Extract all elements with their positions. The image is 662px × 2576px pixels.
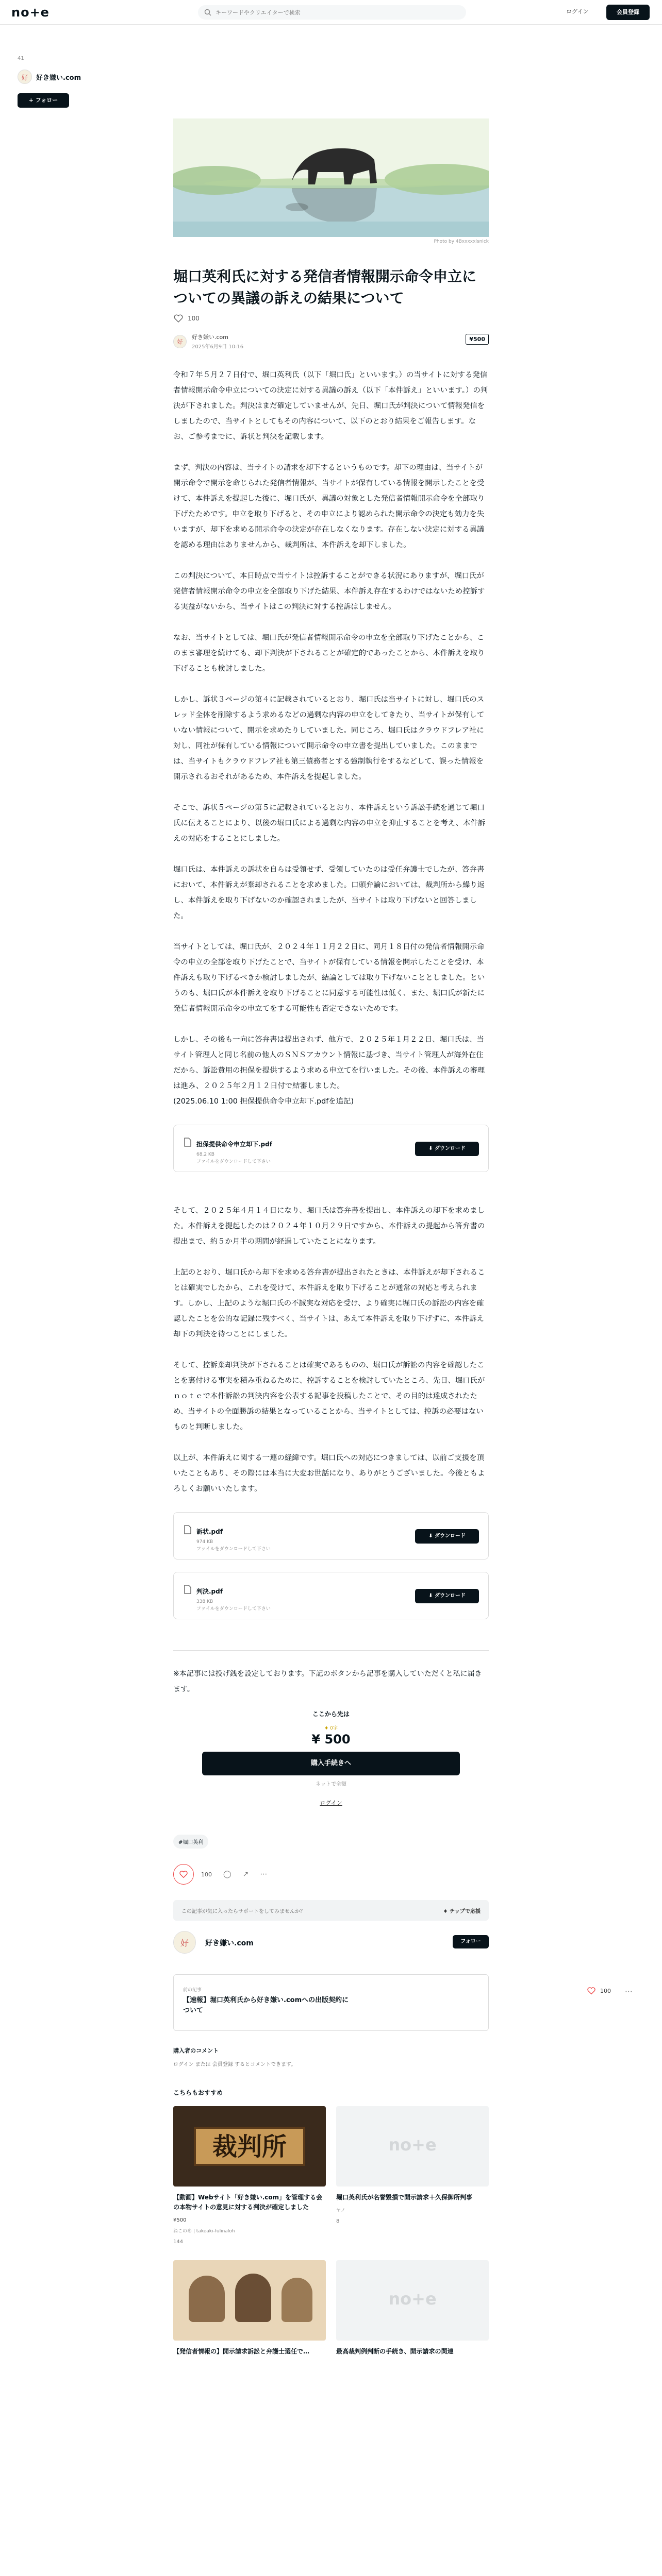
- tip-button[interactable]: ♦ チップで応援: [443, 1909, 481, 1914]
- recommend-title[interactable]: 【発信者情報の】開示請求訴訟と弁護士選任で…: [173, 2348, 310, 2355]
- floating-like-count: 100: [600, 1987, 611, 1994]
- floating-like[interactable]: [587, 1986, 611, 1995]
- file-size: 68.2 KB: [196, 1152, 214, 1157]
- recommend-price: ¥500: [173, 2217, 187, 2223]
- recommend-title[interactable]: 堀口英利氏が名誉毀損で開示請求＋久保御所判事: [336, 2194, 473, 2201]
- file-note: ファイルをダウンロードして下さい: [196, 1606, 271, 1612]
- paragraph: そして、２０２５年４月１４日になり、堀口氏は答弁書を提出し、本件訴えの却下を求めました。本件訴えを提起したのは２０２４年１０月２９日ですから、本件訴えの提起から答弁書の提出まで、約５か月半の期間が経過していたことになります。: [173, 1207, 485, 1246]
- recommend-card[interactable]: [336, 2260, 489, 2357]
- paragraph: (2025.06.10 1:00 担保提供命令申立却下.pdfを追記): [173, 1097, 354, 1106]
- recommend-card[interactable]: [336, 2106, 489, 2245]
- paragraph: 堀口氏は、本件訴えの訴状を自らは受領せず、受領していたのは受任弁護士でしたが、答弁書において、本件訴えが棄却されることを求めました。口頭弁論においては、裁判所から繰り返し、本件訴えを取り下げないのか確認されましたが、当サイトは取り下げないと回答しました。: [173, 866, 485, 920]
- search-icon: [204, 9, 211, 16]
- paragraph: しかし、訴状３ページの第４に記載されているとおり、堀口氏は当サイトに対し、堀口氏のスレッド全体を削除するよう求めるなどの過剰な内容の申立をしてきたり、当サイトが保有していない情報について、開示を求めたりしていました。同じころ、堀口氏はクラウドフレア社に対し、同社が保有している情報について開示命令の申立書を提出していました。このままでは、当サイトもクラウドフレア社も第三債務者とする強制執行をするなどして、誤った情報を開示されるおそれがあるため、本件訴えを提起しました。: [173, 696, 485, 781]
- purchase-button[interactable]: 購入手続きへ: [202, 1752, 460, 1775]
- price-badge: ¥500: [466, 334, 489, 345]
- file-attachment: [173, 1512, 489, 1560]
- tapir-illustration: [173, 118, 489, 237]
- note-logo[interactable]: no+e: [11, 5, 49, 20]
- author-meta: [173, 333, 489, 350]
- hashtag-chip[interactable]: #堀口英利: [173, 1835, 208, 1849]
- download-button[interactable]: ⬇ ダウンロード: [415, 1529, 479, 1544]
- author-avatar[interactable]: 好: [173, 335, 187, 348]
- download-button[interactable]: ⬇ ダウンロード: [415, 1589, 479, 1603]
- recommend-thumbnail[interactable]: [173, 2260, 326, 2341]
- like-button[interactable]: [173, 1864, 194, 1885]
- previous-label: 前の記事: [183, 1988, 202, 1993]
- author-card-follow-button[interactable]: フォロー: [453, 1935, 489, 1948]
- floating-share-icon[interactable]: ⋯: [625, 1987, 633, 1996]
- comments-note: ログイン または 会員登録 するとコメントできます。: [173, 2062, 296, 2067]
- file-attachment: [173, 1125, 489, 1172]
- paragraph: しかし、その後も一向に答弁書は提出されず、他方で、２０２５年１月２２日、堀口氏は、当サイト管理人と同じ名前の他人のＳＮＳアカウント情報に基づき、当サイト管理人が海外在住だから、訴訟費用の担保を提供するよう求める申立てを行いました。その後、本件訴えの審理は進み、２０２５年２月１２日付で結審しました。: [173, 1036, 485, 1090]
- recommend-thumbnail[interactable]: 裁判所: [173, 2106, 326, 2187]
- file-note: ファイルをダウンロードして下さい: [196, 1159, 271, 1164]
- payment-info: ネットで全額: [316, 1782, 346, 1787]
- comments-heading: 購入者のコメント: [173, 2047, 219, 2054]
- recommend-title[interactable]: 最高裁判例判断の手続き、開示請求の関連: [336, 2348, 454, 2355]
- action-row: [173, 1864, 489, 1885]
- recommend-likes: 144: [173, 2239, 184, 2245]
- file-name: 訴状.pdf: [196, 1528, 223, 1535]
- paywall-box: [173, 1709, 489, 1807]
- follow-button[interactable]: + フォロー: [18, 93, 69, 108]
- file-name: 判決.pdf: [196, 1588, 223, 1595]
- paywall-login-link[interactable]: ログイン: [320, 1800, 342, 1806]
- login-link[interactable]: ログイン: [566, 8, 589, 15]
- comment-icon[interactable]: ◯: [223, 1870, 231, 1878]
- paragraph: まず、判決の内容は、当サイトの請求を却下するというものです。却下の理由は、当サイトが開示命令で開示を命じられた発信者情報が、当サイトが保有している情報を開示したことを受けて、本件訴えを提起した後に、堀口氏が、異議の対象とした発信者情報開示命令を全部取り下げたためです。申立を取り下げると、その申立により認められた開示命令の決定も効力を失いますが、却下を求める開示命令の決定が存在しなくなります。存在しない決定に対する異議を認める理由はありませんから、裁判所は、本件訴えを却下しました。: [173, 464, 485, 549]
- previous-article-card[interactable]: [173, 1974, 489, 2031]
- article-body: [173, 367, 489, 1619]
- file-note: ファイルをダウンロードして下さい: [196, 1547, 271, 1552]
- heart-icon: [179, 1870, 188, 1879]
- recommend-likes: 8: [336, 2218, 340, 2224]
- author-card: [173, 1931, 489, 1962]
- divider: [173, 1650, 489, 1651]
- paragraph: そして、控訴棄却判決が下されることは確実であるものの、堀口氏が訴訟の内容を確認したことを裏付ける事実を積み重ねるために、控訴することを検討していたところ、先日、堀口氏がｎｏｔｅで本件訴訟の判決内容を公表する記事を投稿したことで、その目的は達成されたため、当サイトの全面勝訴の結果となっていることから、当サイトとしては、控訴の必要はないものと判断しました。: [173, 1361, 485, 1431]
- recommend-author[interactable]: ヤノ: [336, 2208, 345, 2213]
- site-header: [0, 0, 662, 25]
- file-attachment: [173, 1572, 489, 1619]
- recommend-author[interactable]: ねこのめ | takeaki-fulinaloh: [173, 2229, 235, 2234]
- recommend-card[interactable]: [173, 2260, 326, 2357]
- support-text: この記事が気に入ったらサポートをしてみませんか？: [181, 1909, 305, 1914]
- creator-avatar[interactable]: 好: [18, 70, 32, 84]
- creator-name[interactable]: 好き嫌い.com: [36, 74, 81, 82]
- paragraph: 令和７年５月２７日付で、堀口英利氏（以下「堀口氏」といいます。）の当サイトに対する発信者情報開示命令申立についての決定に対する異議の訴え（以下「本件訴え」といいます。）の判決が下されました。判決はまだ確定していませんが、先日、堀口氏が判決について情報発信をしましたので、当サイトとしてもその内容について、以下のとおり結果をご報告します。なお、ご参考までに、訴状と判決を記載します。: [173, 371, 488, 441]
- paragraph: そこで、訴状５ページの第５に記載されているとおり、本件訴えという訴訟手続を通じて堀口氏に伝えることにより、以後の堀口氏による過剰な内容の申立を抑止することを考え、本件訴えの対応をすることにしました。: [173, 804, 486, 843]
- paragraph: 当サイトとしては、堀口氏が、２０２４年１１月２２日に、同月１８日付の発信者情報開示命令の申立の全部を取り下げたことで、当サイトが保有している情報を開示したことを受け、本件訴えも取り下げるべきか検討しましたが、結論としては取り下げないこととしました。というのも、堀口氏が本件訴えを取り下げることに同意する可能性は低く、また、堀口氏が新たに発信者情報開示命令の申立てをする可能性も否定できないためです。: [173, 943, 485, 1013]
- comments-section: [173, 2046, 489, 2067]
- like-summary[interactable]: [173, 313, 489, 324]
- heart-icon[interactable]: [587, 1986, 596, 1995]
- file-size: 338 KB: [196, 1599, 213, 1604]
- download-label: ダウンロード: [434, 1533, 466, 1539]
- like-count: 100: [188, 315, 200, 322]
- article-main: [173, 118, 489, 2357]
- search-bar[interactable]: [198, 5, 466, 20]
- file-icon: [184, 1525, 191, 1534]
- publish-date: 2025年6月9日 10:16: [192, 344, 244, 350]
- file-icon: [184, 1585, 191, 1594]
- creator-sidebar: [18, 56, 121, 108]
- paywall-lead: ここから先は: [312, 1710, 350, 1718]
- paragraph: この判決について、本日時点で当サイトは控訴することができる状況にありますが、堀口氏が発信者情報開示命令の申立を全部取り下げた結果、本件訴え存在するわけではないため控訴する実益がないから、当サイトはこの判決に対する控訴はしません。: [173, 572, 485, 611]
- signup-button[interactable]: 会員登録: [606, 5, 650, 20]
- previous-title[interactable]: 【速報】堀口英利氏から好き嫌い.comへの出版契約について: [183, 1996, 349, 2014]
- download-button[interactable]: ⬇ ダウンロード: [415, 1142, 479, 1156]
- recommend-thumbnail[interactable]: no+e: [336, 2260, 489, 2341]
- recommend-title[interactable]: 【動画】Webサイト「好き嫌い.com」を管理する会の本物サイトの意見に対する判決が確定しました: [173, 2194, 323, 2211]
- paywall-price: ¥ 500: [311, 1732, 351, 1747]
- like-count: 100: [201, 1871, 212, 1878]
- recommend-heading: こちらもおすすめ: [173, 2089, 223, 2096]
- paragraph: 上記のとおり、堀口氏から却下を求める答弁書が提出されたときは、本件訴えが却下されることは確実でしたから、これを受けて、本件訴えを取り下げることが通常の対応と考えられます。しかし、上記のような堀口氏の不誠実な対応を受け、より確実に堀口氏の訴訟の内容を確認したことを公的な記録に残すべく、当サイトは、あえて本件訴えを取り下げずに、本件訴え却下の判決を待つことにしました。: [173, 1268, 485, 1338]
- paragraph: 以上が、本件訴えに関する一連の経緯です。堀口氏への対応につきましては、以前ご支援を頂いたこともあり、その際には本当に大変お世話になり、ありがとうございました。今後ともよろしくお願いいたします。: [173, 1454, 485, 1493]
- recommend-thumbnail[interactable]: no+e: [336, 2106, 489, 2187]
- heart-icon[interactable]: [173, 313, 184, 324]
- article-title: 堀口英利氏に対する発信者情報開示命令申立についての異議の訴えの結果について: [173, 268, 477, 307]
- author-name[interactable]: 好き嫌い.com: [192, 334, 228, 341]
- support-bar: [173, 1900, 489, 1921]
- file-icon: [184, 1138, 191, 1147]
- author-card-name[interactable]: 好き嫌い.com: [205, 1939, 254, 1947]
- recommend-card[interactable]: [173, 2106, 326, 2245]
- eyecatch-image: [173, 118, 489, 237]
- recommend-grid: [173, 2106, 489, 2357]
- file-size: 974 KB: [196, 1539, 213, 1545]
- paragraph: なお、当サイトとしては、堀口氏が発信者情報開示命令の申立を全部取り下げたことから、このまま審理を続けても、却下判決が下されることが確定的であったことから、本件訴えを取り下げることも検討しました。: [173, 634, 485, 673]
- photo-credit: Photo by 4Bxxxxxlsnick: [434, 239, 489, 244]
- author-card-avatar[interactable]: 好: [173, 1931, 196, 1954]
- more-icon[interactable]: ⋯: [260, 1870, 268, 1878]
- download-label: ダウンロード: [434, 1593, 466, 1599]
- paywall-note: ※本記事には投げ銭を設定しております。下記のボタンから記事を購入していただくと私に届きます。: [173, 1670, 482, 1693]
- search-input[interactable]: [216, 5, 458, 20]
- char-count: ♦ 0字: [324, 1726, 338, 1731]
- file-name: 担保提供命令申立却下.pdf: [196, 1141, 272, 1148]
- download-label: ダウンロード: [434, 1146, 466, 1151]
- creator-id: 41: [18, 56, 24, 61]
- share-icon[interactable]: ↗: [242, 1870, 249, 1878]
